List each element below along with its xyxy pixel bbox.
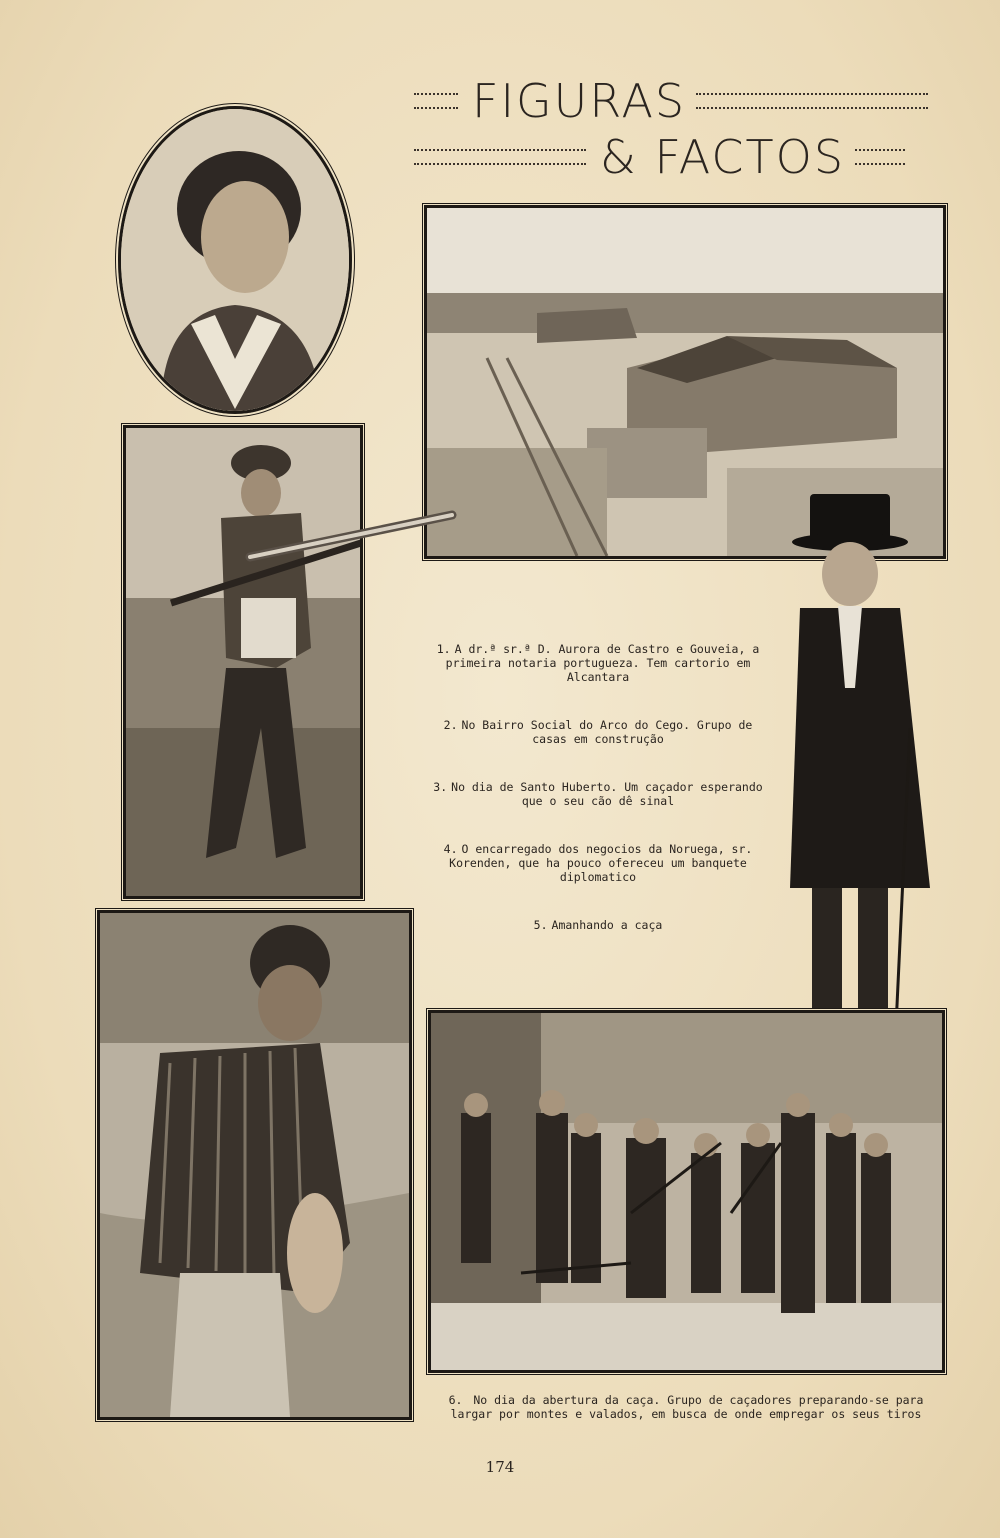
page-title-factos: & FACTOS (600, 130, 846, 184)
title-rule (414, 93, 458, 109)
caption-4 (428, 842, 768, 884)
photo-portrait-woman (118, 106, 352, 414)
caption-text: No Bairro Social do Arco do Cego. Grupo de casas em construção (461, 718, 753, 746)
caption-text: A dr.ª sr.ª D. Aurora de Castro e Gouveia, a primeira notaria portugueza. Tem cartorio em Alcantara (445, 642, 760, 684)
caption-text: O encarregado dos negocios da Noruega, sr. Korenden, que ha pouco ofereceu um banquete diplomatico (449, 842, 753, 884)
caption-number: 2. (443, 718, 458, 732)
caption-5 (428, 918, 768, 932)
caption-number: 3. (433, 780, 448, 794)
title-rule (855, 149, 905, 165)
caption-number: 1. (436, 642, 451, 656)
photo-hunter-rifle (123, 425, 363, 899)
title-line-2 (414, 130, 905, 184)
caption-1 (428, 642, 768, 684)
caption-number: 4. (443, 842, 458, 856)
caption-number: 5. (533, 918, 548, 932)
title-rule (414, 149, 586, 165)
caption-number: 6. (448, 1392, 463, 1407)
caption-6 (426, 1393, 946, 1421)
title-line-1 (414, 74, 928, 128)
title-rule (696, 93, 928, 109)
caption-3 (428, 780, 768, 808)
photo-diplomat-korenden (760, 488, 940, 1076)
photo-preparing-game (97, 910, 412, 1420)
caption-2 (428, 718, 768, 746)
page-title-figuras: FIGURAS (472, 74, 687, 128)
caption-text: Amanhando a caça (551, 918, 663, 932)
caption-text: No dia de Santo Huberto. Um caçador esperando que o seu cão dê sinal (451, 780, 763, 808)
captions-list (428, 642, 768, 966)
caption-text: No dia da abertura da caça. Grupo de caçadores preparando-se para largar por montes e valados, em busca de onde empregar os seus tiros (450, 1392, 924, 1421)
page-number: 174 (485, 1458, 515, 1476)
photo-group-hunters (428, 1010, 945, 1373)
rifle-barrel-overlay (240, 505, 460, 565)
